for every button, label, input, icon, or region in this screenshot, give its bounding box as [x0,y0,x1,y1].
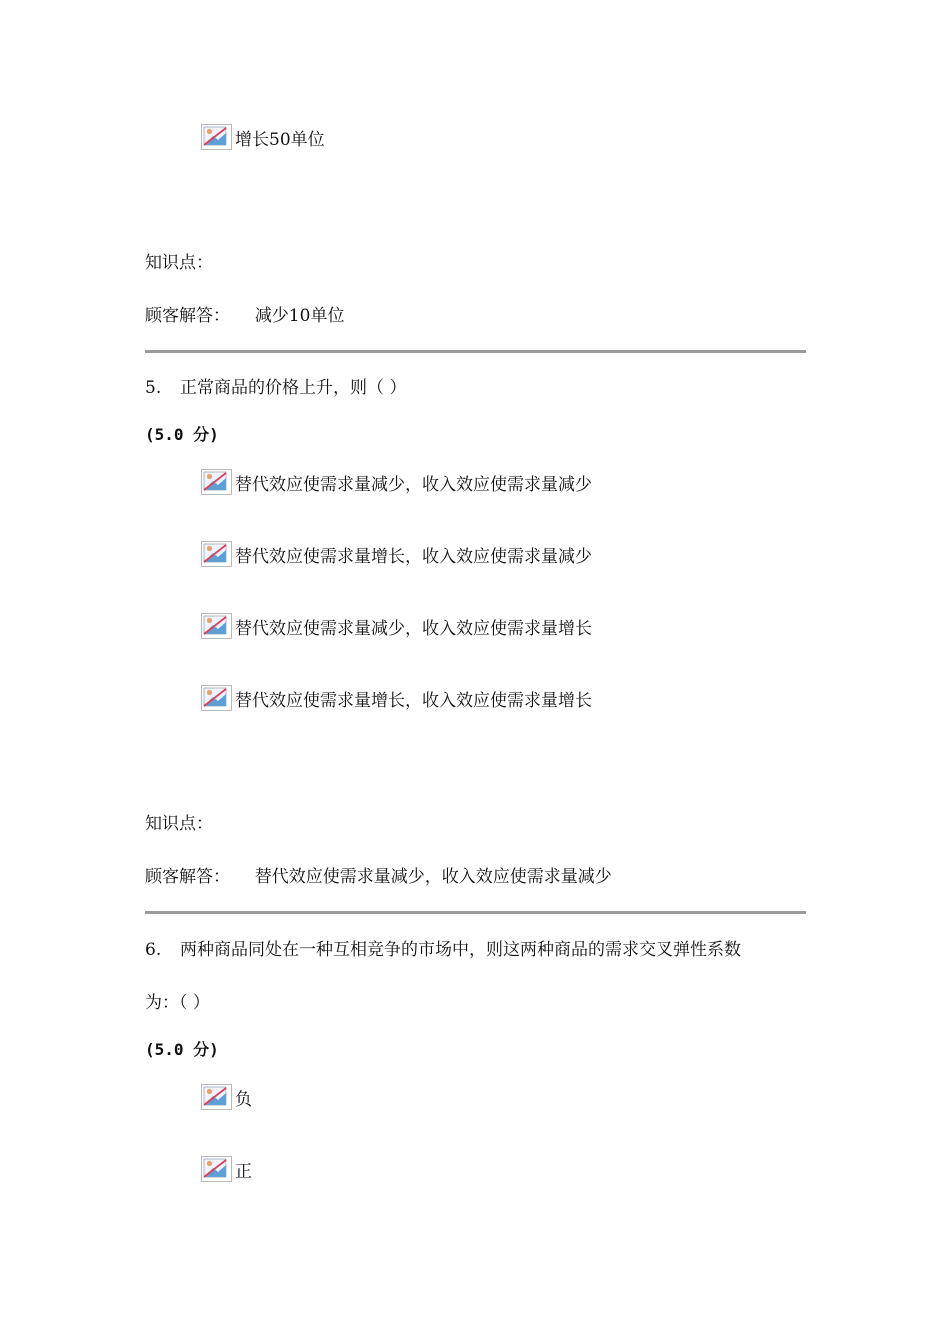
question-5-title [145,380,406,397]
answer-row [145,308,344,325]
divider [145,911,806,914]
option-text: 替代效应使需求量减少，收入效应使需求量增长 [235,619,592,639]
option-text: 增长50单位 [235,130,325,150]
answer-value: 替代效应使需求量减少，收入效应使需求量减少 [254,867,612,887]
option-text: 正 [235,1162,252,1182]
broken-image-icon [201,685,232,711]
broken-image-icon [201,1156,232,1182]
knowledge-label: 知识点： [145,253,213,273]
answer-row [145,869,612,886]
option-text: 负 [235,1090,252,1110]
answer-label: 顾客解答： [145,306,230,326]
answer-value: 减少10单位 [254,306,345,326]
question-text: 两种商品同处在一种互相竞争的市场中，则这两种商品的需求交叉弹性系数 [180,940,742,960]
knowledge-label: 知识点： [145,814,213,834]
divider [145,350,806,353]
option-text: 替代效应使需求量增长，收入效应使需求量增长 [235,691,592,711]
broken-image-icon [201,469,232,495]
option-text: 替代效应使需求量减少，收入效应使需求量减少 [235,475,592,495]
question-text: 正常商品的价格上升，则（ ） [180,378,407,398]
question-score: (5.0 分) [145,1040,219,1059]
question-6-title [145,942,741,959]
broken-image-icon [201,541,232,567]
answer-label: 顾客解答： [145,867,230,887]
broken-image-icon [201,1084,232,1110]
option-text: 替代效应使需求量增长，收入效应使需求量减少 [235,547,592,567]
question-number: 6. [145,940,162,960]
broken-image-icon [201,613,232,639]
question-number: 5. [145,378,162,398]
question-text-continued: 为：（ ） [145,993,210,1013]
broken-image-icon [201,124,232,150]
question-score: (5.0 分) [145,425,219,444]
